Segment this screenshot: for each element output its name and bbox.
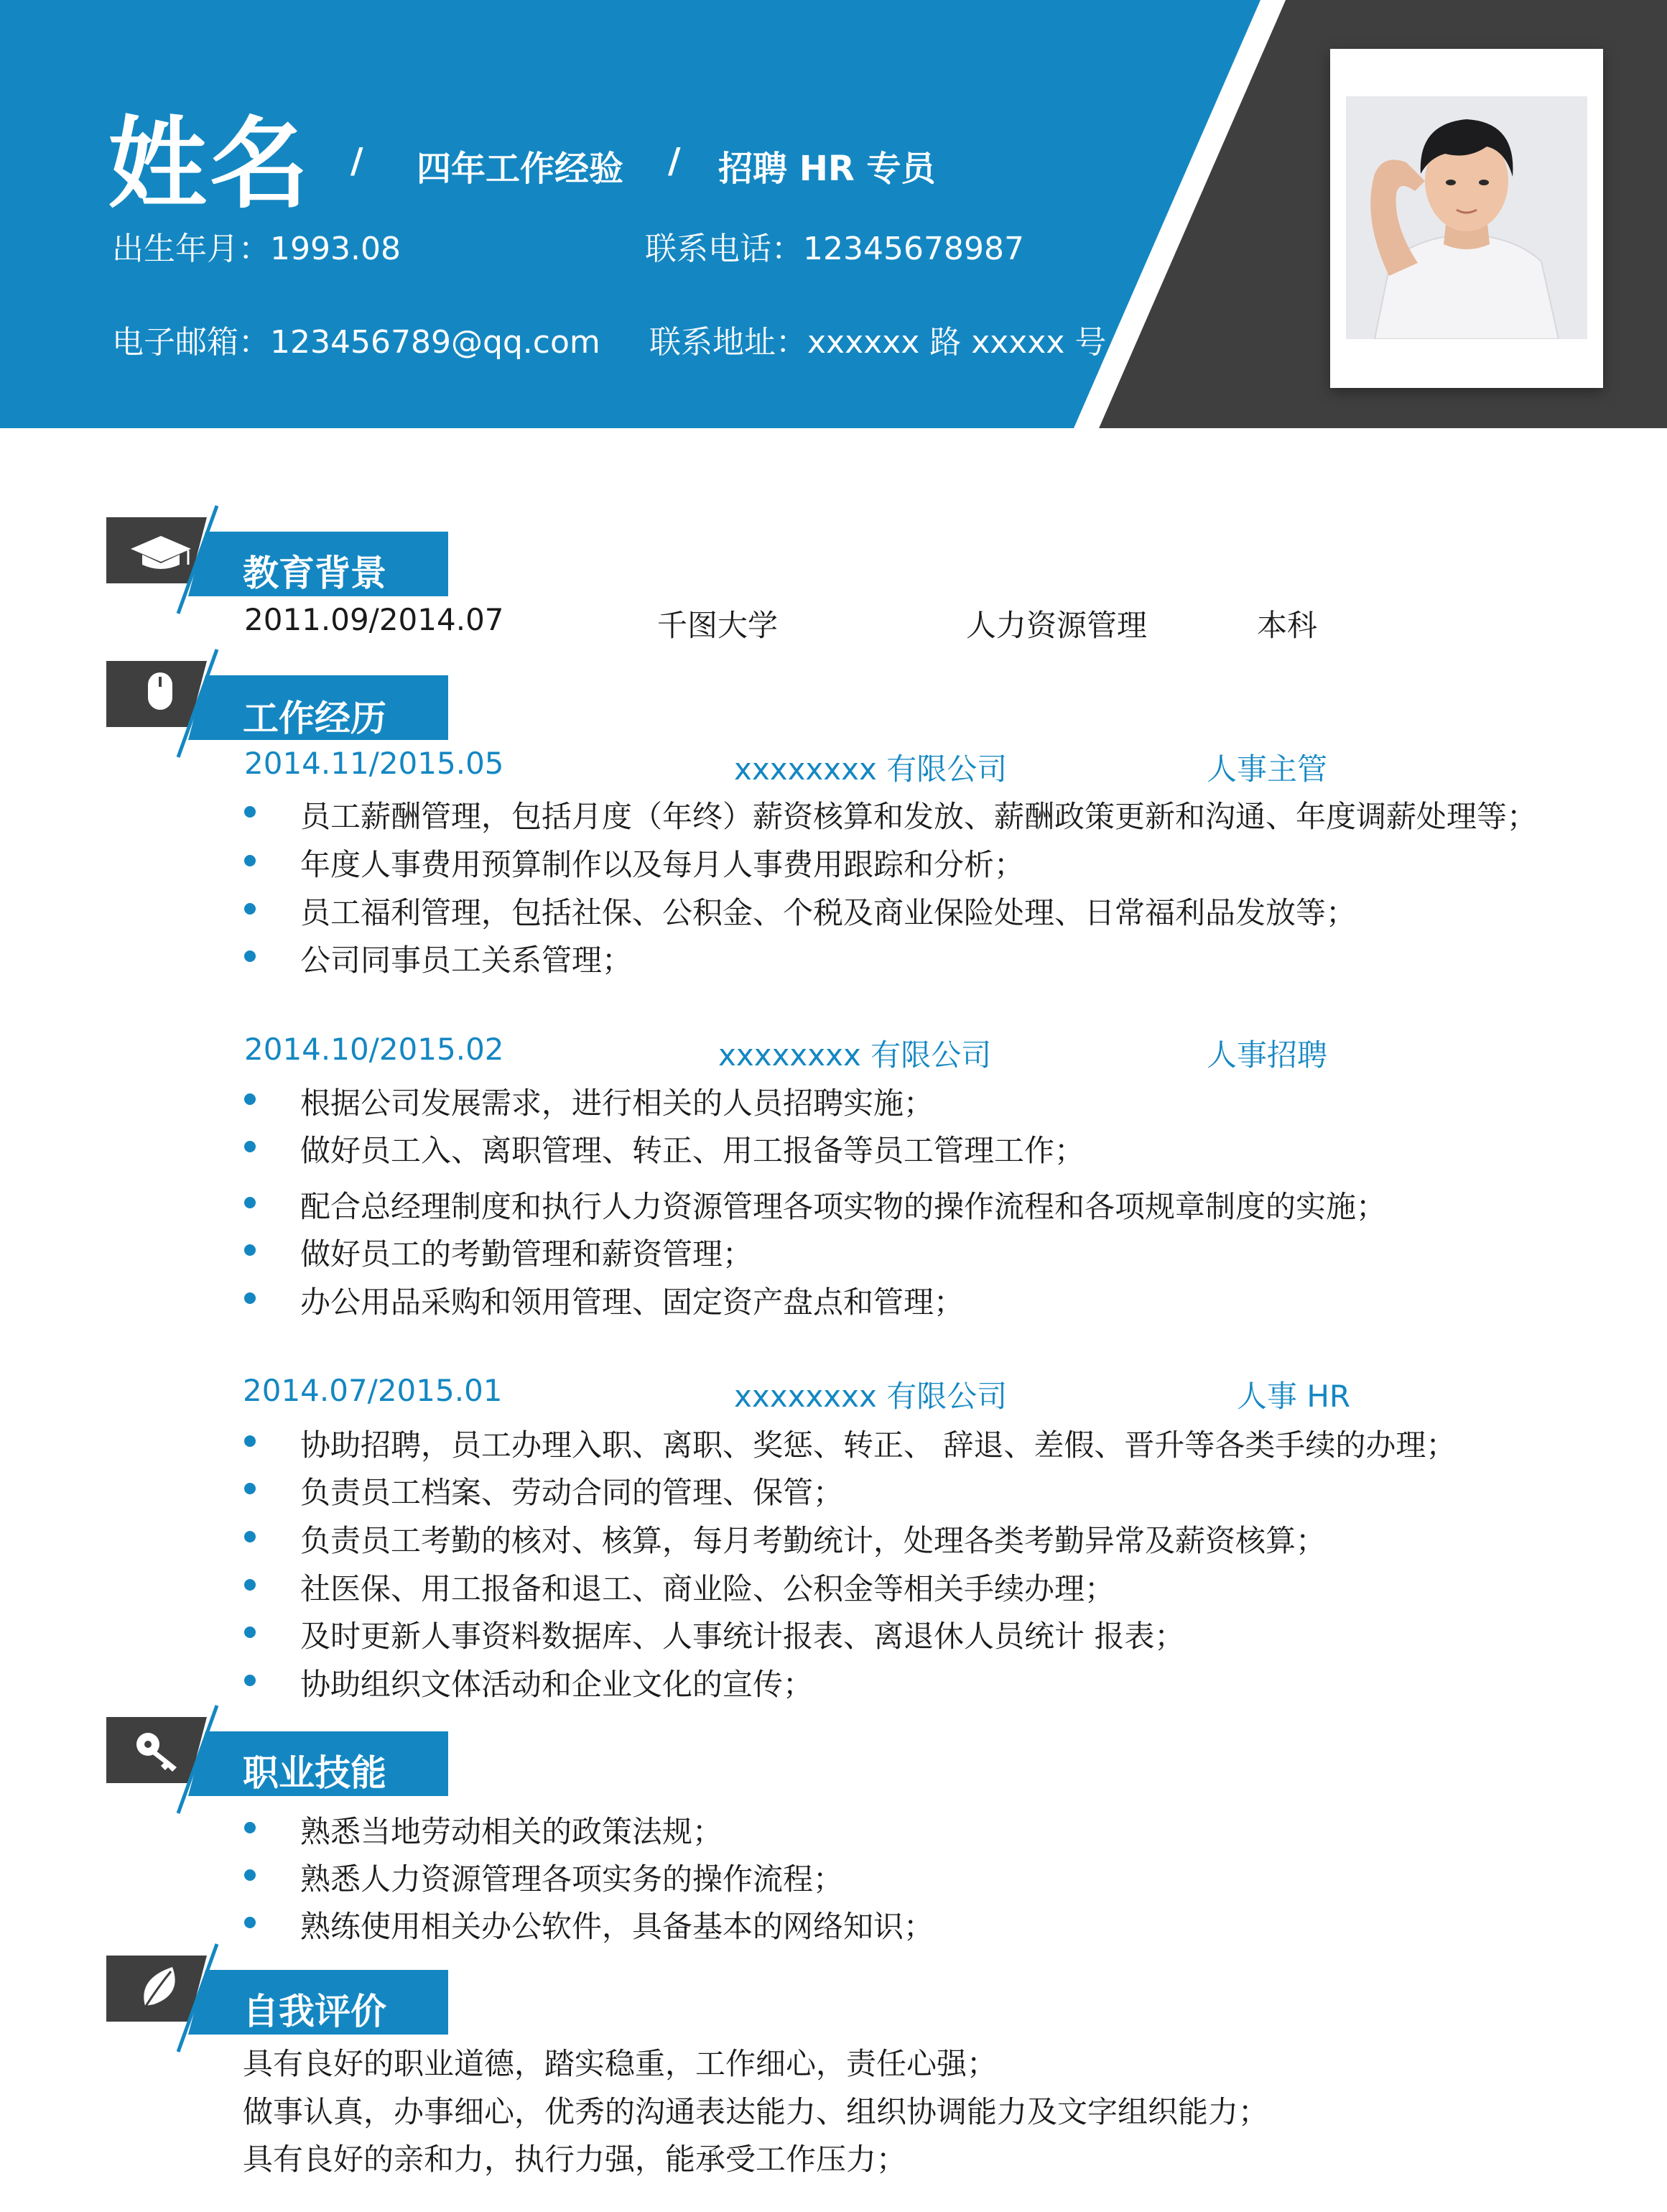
resume-header xyxy=(0,0,1667,428)
skill-item: 熟练使用相关办公软件，具备基本的网络知识； xyxy=(300,1909,934,1944)
headline-separator: / xyxy=(668,141,681,181)
education-period: 2011.09/2014.07 xyxy=(244,602,504,637)
job-duty: 员工福利管理，包括社保、公积金、个税及商业保险处理、日常福利品发放等； xyxy=(300,895,1357,930)
job-duty: 社医保、用工报备和退工、商业险、公积金等相关手续办理； xyxy=(300,1571,1115,1606)
photo-frame xyxy=(1330,49,1603,388)
job-company: xxxxxxxx 有限公司 xyxy=(718,1037,992,1073)
birth-date: 出生年月：1993.08 xyxy=(112,231,401,267)
section-title-education: 教育背景 xyxy=(243,552,386,594)
mouse-icon xyxy=(116,655,203,727)
section-header-work xyxy=(106,647,480,762)
bullet-dot xyxy=(244,1579,256,1591)
job-duty: 负责员工档案、劳动合同的管理、保管； xyxy=(300,1475,844,1510)
job-duty: 协助招聘，员工办理入职、离职、奖惩、转正、 辞退、差假、晋升等各类手续的办理； xyxy=(300,1427,1457,1463)
job-duty: 负责员工考勤的核对、核算，每月考勤统计，处理各类考勤异常及薪资核算； xyxy=(300,1523,1327,1558)
job-role: 人事招聘 xyxy=(1207,1037,1328,1073)
bullet-dot xyxy=(244,1483,256,1494)
job-period: 2014.07/2015.01 xyxy=(243,1373,503,1408)
job-company: xxxxxxxx 有限公司 xyxy=(734,1379,1008,1414)
self-evaluation-line: 具有良好的亲和力，执行力强，能承受工作压力； xyxy=(243,2142,907,2177)
key-icon xyxy=(116,1711,203,1783)
bullet-dot xyxy=(244,1626,256,1638)
headline-separator: / xyxy=(350,141,363,181)
experience-years: 四年工作经验 xyxy=(417,149,624,189)
job-duty: 办公用品采购和领用管理、固定资产盘点和管理； xyxy=(300,1285,965,1320)
section-title-work: 工作经历 xyxy=(243,698,386,739)
education-degree: 本科 xyxy=(1257,608,1318,643)
skill-item: 熟悉当地劳动相关的政策法规； xyxy=(300,1814,723,1849)
job-company: xxxxxxxx 有限公司 xyxy=(734,751,1008,787)
section-header-skills xyxy=(106,1703,480,1818)
bullet-dot xyxy=(244,1435,256,1447)
graduation-cap-icon xyxy=(116,512,203,583)
job-role: 人事主管 xyxy=(1207,751,1328,787)
job-duty: 公司同事员工关系管理； xyxy=(300,943,633,978)
job-duty: 年度人事费用预算制作以及每月人事费用跟踪和分析； xyxy=(300,847,1025,882)
bullet-dot xyxy=(244,1675,256,1686)
job-period: 2014.10/2015.02 xyxy=(244,1032,504,1067)
candidate-name: 姓名 xyxy=(108,106,312,222)
section-header-self-evaluation xyxy=(106,1941,480,2056)
self-evaluation-line: 做事认真，办事细心，优秀的沟通表达能力、组织协调能力及文字组织能力； xyxy=(243,2094,1269,2129)
skill-item: 熟悉人力资源管理各项实务的操作流程； xyxy=(300,1861,844,1897)
job-duty: 做好员工入、离职管理、转正、用工报备等员工管理工作； xyxy=(300,1133,1085,1168)
bullet-dot xyxy=(244,1141,256,1152)
bullet-dot xyxy=(244,1292,256,1304)
job-duty: 及时更新人事资料数据库、人事统计报表、离退休人员统计 报表； xyxy=(300,1619,1185,1654)
email-address: 电子邮箱：123456789@qq.com xyxy=(112,324,600,361)
bullet-dot xyxy=(244,1822,256,1833)
job-duty: 配合总经理制度和执行人力资源管理各项实物的操作流程和各项规章制度的实施； xyxy=(300,1189,1387,1224)
job-role: 人事 HR xyxy=(1237,1379,1351,1414)
bullet-dot xyxy=(244,1244,256,1256)
bullet-dot xyxy=(244,1917,256,1928)
education-school: 千图大学 xyxy=(657,608,779,643)
phone-number: 联系电话：12345678987 xyxy=(645,231,1024,267)
bullet-dot xyxy=(244,806,256,818)
bullet-dot xyxy=(244,1869,256,1881)
education-major: 人力资源管理 xyxy=(966,608,1148,643)
job-duty: 员工薪酬管理，包括月度（年终）薪资核算和发放、薪酬政策更新和沟通、年度调薪处理等； xyxy=(300,799,1538,834)
home-address: 联系地址：xxxxxx 路 xxxxx 号 xyxy=(649,324,1107,361)
section-title-self-evaluation: 自我评价 xyxy=(243,1991,386,2032)
section-title-skills: 职业技能 xyxy=(243,1752,386,1794)
job-duty: 做好员工的考勤管理和薪资管理； xyxy=(300,1236,753,1272)
self-evaluation-line: 具有良好的职业道德，踏实稳重，工作细心，责任心强； xyxy=(243,2046,998,2081)
bullet-dot xyxy=(244,1197,256,1208)
bullet-dot xyxy=(244,1531,256,1542)
job-period: 2014.11/2015.05 xyxy=(244,746,504,781)
job-duty: 根据公司发展需求，进行相关的人员招聘实施； xyxy=(300,1086,934,1121)
bullet-dot xyxy=(244,855,256,866)
bullet-dot xyxy=(244,903,256,915)
bullet-dot xyxy=(244,950,256,962)
job-duty: 协助组织文体活动和企业文化的宣传； xyxy=(300,1667,814,1702)
target-position: 招聘 HR 专员 xyxy=(718,149,936,189)
bullet-dot xyxy=(244,1093,256,1105)
profile-photo xyxy=(1346,96,1587,339)
section-header-education xyxy=(106,503,480,618)
leaf-icon xyxy=(116,1950,203,2022)
